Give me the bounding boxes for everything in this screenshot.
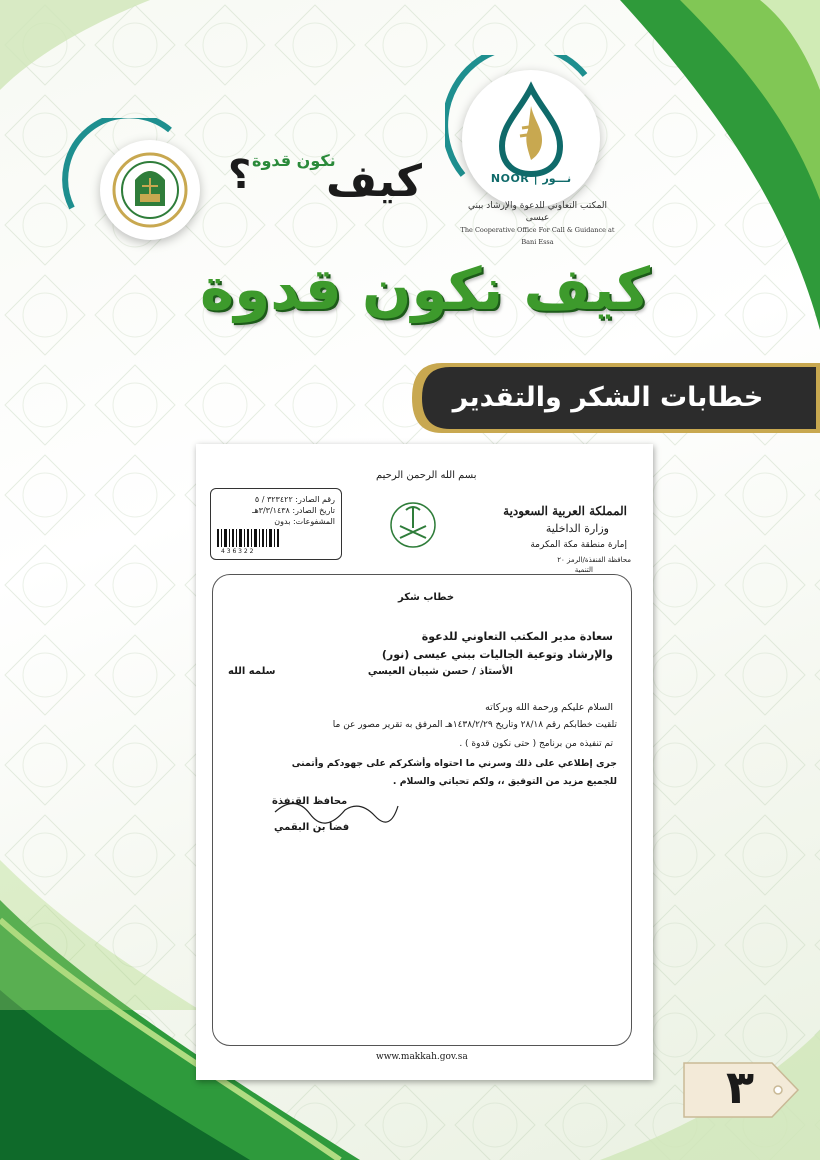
noor-office-name — [455, 200, 620, 248]
ref-number: رقم الصادر: ٣٢٣٤٢٢ / ٥ — [254, 495, 335, 504]
addressee-line3: الأستاذ / حسن شيبان العيسي — [367, 666, 513, 677]
ministry-emblem-icon — [100, 140, 200, 240]
ref-attachments: المشفوعات: بدون — [274, 517, 335, 526]
section-banner — [412, 363, 820, 433]
addressee-line2: والإرشاد وتوعية الجاليات ببني عيسى (نور) — [381, 648, 613, 661]
body-line1: تلقيت خطابكم رقم ٢٨/١٨ وتاريخ ١٤٣٨/٢/٢٩هـ المرفق به تقرير مصور عن ما — [332, 720, 617, 730]
greeting: السلام عليكم ورحمة الله وبركاته — [485, 702, 613, 713]
noor-office-english: The Cooperative Office For Call & Guidance at Bani Essa — [460, 226, 615, 246]
noor-drop-icon — [462, 70, 600, 208]
ministry-name: وزارة الداخلية — [545, 522, 609, 535]
saudi-emblem-icon — [390, 500, 436, 550]
barcode-icon — [217, 529, 279, 547]
addressee-line1: سعادة مدير المكتب التعاوني للدعوة — [421, 630, 613, 643]
body-line3: جرى إطلاعي على ذلك وسرني ما احتواه وأشكركم على جهودكم وأتمنى — [291, 758, 617, 769]
page-title: كيف نكون قدوة — [199, 255, 650, 323]
barcode-digits: 4 3 6 3 2 2 — [221, 548, 254, 555]
letter-subject: خطاب شكر — [398, 592, 455, 603]
noor-logo — [462, 70, 600, 208]
mini-title-mark: ؟ — [228, 152, 252, 198]
noor-office-arabic: المكتب التعاوني للدعوة والإرشاد ببني عيسى — [467, 201, 608, 223]
website: www.makkah.gov.sa — [376, 1052, 468, 1062]
letter-document — [196, 444, 653, 1080]
salutation: سلمه الله — [228, 666, 276, 677]
reference-box — [210, 488, 342, 560]
signature-name: فضا بن البقمي — [274, 822, 350, 833]
campaign-mini-logo — [222, 150, 422, 220]
ministry-logo — [100, 140, 200, 240]
body-line4: للجميع مزيد من التوفيق ،، ولكم تحياتي والسلام . — [392, 776, 617, 787]
emirate-name: إمارة منطقة مكة المكرمة — [530, 540, 627, 550]
noor-logo-text: NOOR | نـــور — [490, 172, 572, 185]
top-left-swoosh — [0, 0, 160, 90]
signature-title: محافظ القنفذة — [272, 796, 348, 807]
body-line2: تم تنفيذه من برنامج ( حتى نكون قدوة ) . — [459, 739, 613, 749]
section-title: خطابات الشكر والتقدير — [452, 382, 764, 413]
mini-title-main: كيف — [326, 156, 422, 207]
kingdom-name: المملكة العربية السعودية — [503, 504, 627, 518]
governorate-name: محافظة القنفذة/الرمز ٢٠ — [557, 556, 631, 564]
page-number: ٣ — [725, 1060, 755, 1114]
bismillah: بسم الله الرحمن الرحيم — [376, 470, 477, 481]
ref-date: تاريخ الصادر: ٣/٣/١٤٣٨هـ — [252, 506, 335, 515]
department-name: التنمية — [574, 566, 593, 574]
mini-title-small: نكون قدوة — [252, 151, 336, 170]
